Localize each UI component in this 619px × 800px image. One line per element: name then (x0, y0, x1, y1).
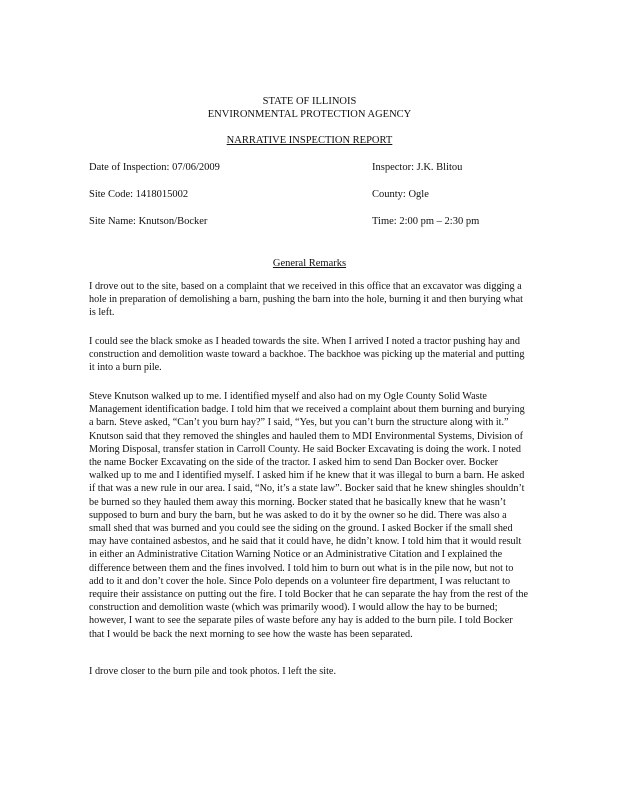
site-name: Site Name: Knutson/Bocker (89, 216, 208, 227)
section-heading: General Remarks (272, 258, 347, 269)
date-of-inspection: Date of Inspection: 07/06/2009 (89, 162, 220, 173)
county: County: Ogle (372, 189, 429, 200)
paragraph: I drove out to the site, based on a complaint that we received in this office that an excavator was digging a hole in preparation of demolishing a barn, pushing the barn into the hole, burning it and then burying what is left. (89, 281, 524, 319)
report-title: NARRATIVE INSPECTION REPORT (226, 135, 393, 146)
paragraph: I could see the black smoke as I headed towards the site. When I arrived I noted a tractor pushing hay and construction and demolition waste toward a backhoe. The backhoe was picking up the material and putting it into a burn pile. (89, 336, 525, 374)
header-state: STATE OF ILLINOIS (262, 96, 357, 107)
site-code: Site Code: 1418015002 (89, 189, 189, 200)
inspector: Inspector: J.K. Blitou (372, 162, 463, 173)
paragraph: I drove closer to the burn pile and took photos. I left the site. (89, 666, 336, 677)
time: Time: 2:00 pm – 2:30 pm (372, 216, 480, 227)
paragraph: Steve Knutson walked up to me. I identified myself and also had on my Ogle County Solid Waste Management identification badge. I told him that we received a complaint about them burning and burying a barn. Steve asked, “Can’t you burn hay?” I said, “Yes, but you can’t burn the structure along with it.” Knutson said that they removed the shingles and hauled them to MDI Environmental Systems, Division of Moring Disposal, transfer station in Carroll County. He said Bocker Excavating is doing the work. I noted the name Bocker Excavating on the side of the tractor. I asked him to send Dan Bocker over. Bocker walked up to me and I identified myself. I asked him if he knew that it was illegal to burn a barn. He asked if that was a new rule in our area. I said, “No, it’s a state law”. Bocker said that he knew shingles shouldn’t be burned so they hauled them away this morning. Bocker stated that he basically knew that he wasn’t supposed to burn and bury the barn, but he was asked to do it by the owner so he did. There was also a small shed that was burned and you could see the siding on the ground. I asked Bocker if the small shed may have contained asbestos, and he said that it could have, he didn’t know. I told him that it would result in either an Administrative Citation Warning Notice or an Administrative Citation and I explained the difference between them and the fines involved. I told him to burn out what is in the pile now, but not to add to it and don’t cover the hole. Since Polo depends on a volunteer fire department, I was reluctant to require their assistance on putting out the fire. I told Bocker that he can separate the hay from the rest of the construction and demolition waste (which was primarily wood). I would allow the hay to be burned; however, I want to see the separate piles of waste before any hay is added to the burn pile. I told Bocker that I would be back the next morning to see how the waste has been separated. (89, 391, 529, 640)
header-agency: ENVIRONMENTAL PROTECTION AGENCY (207, 109, 412, 120)
